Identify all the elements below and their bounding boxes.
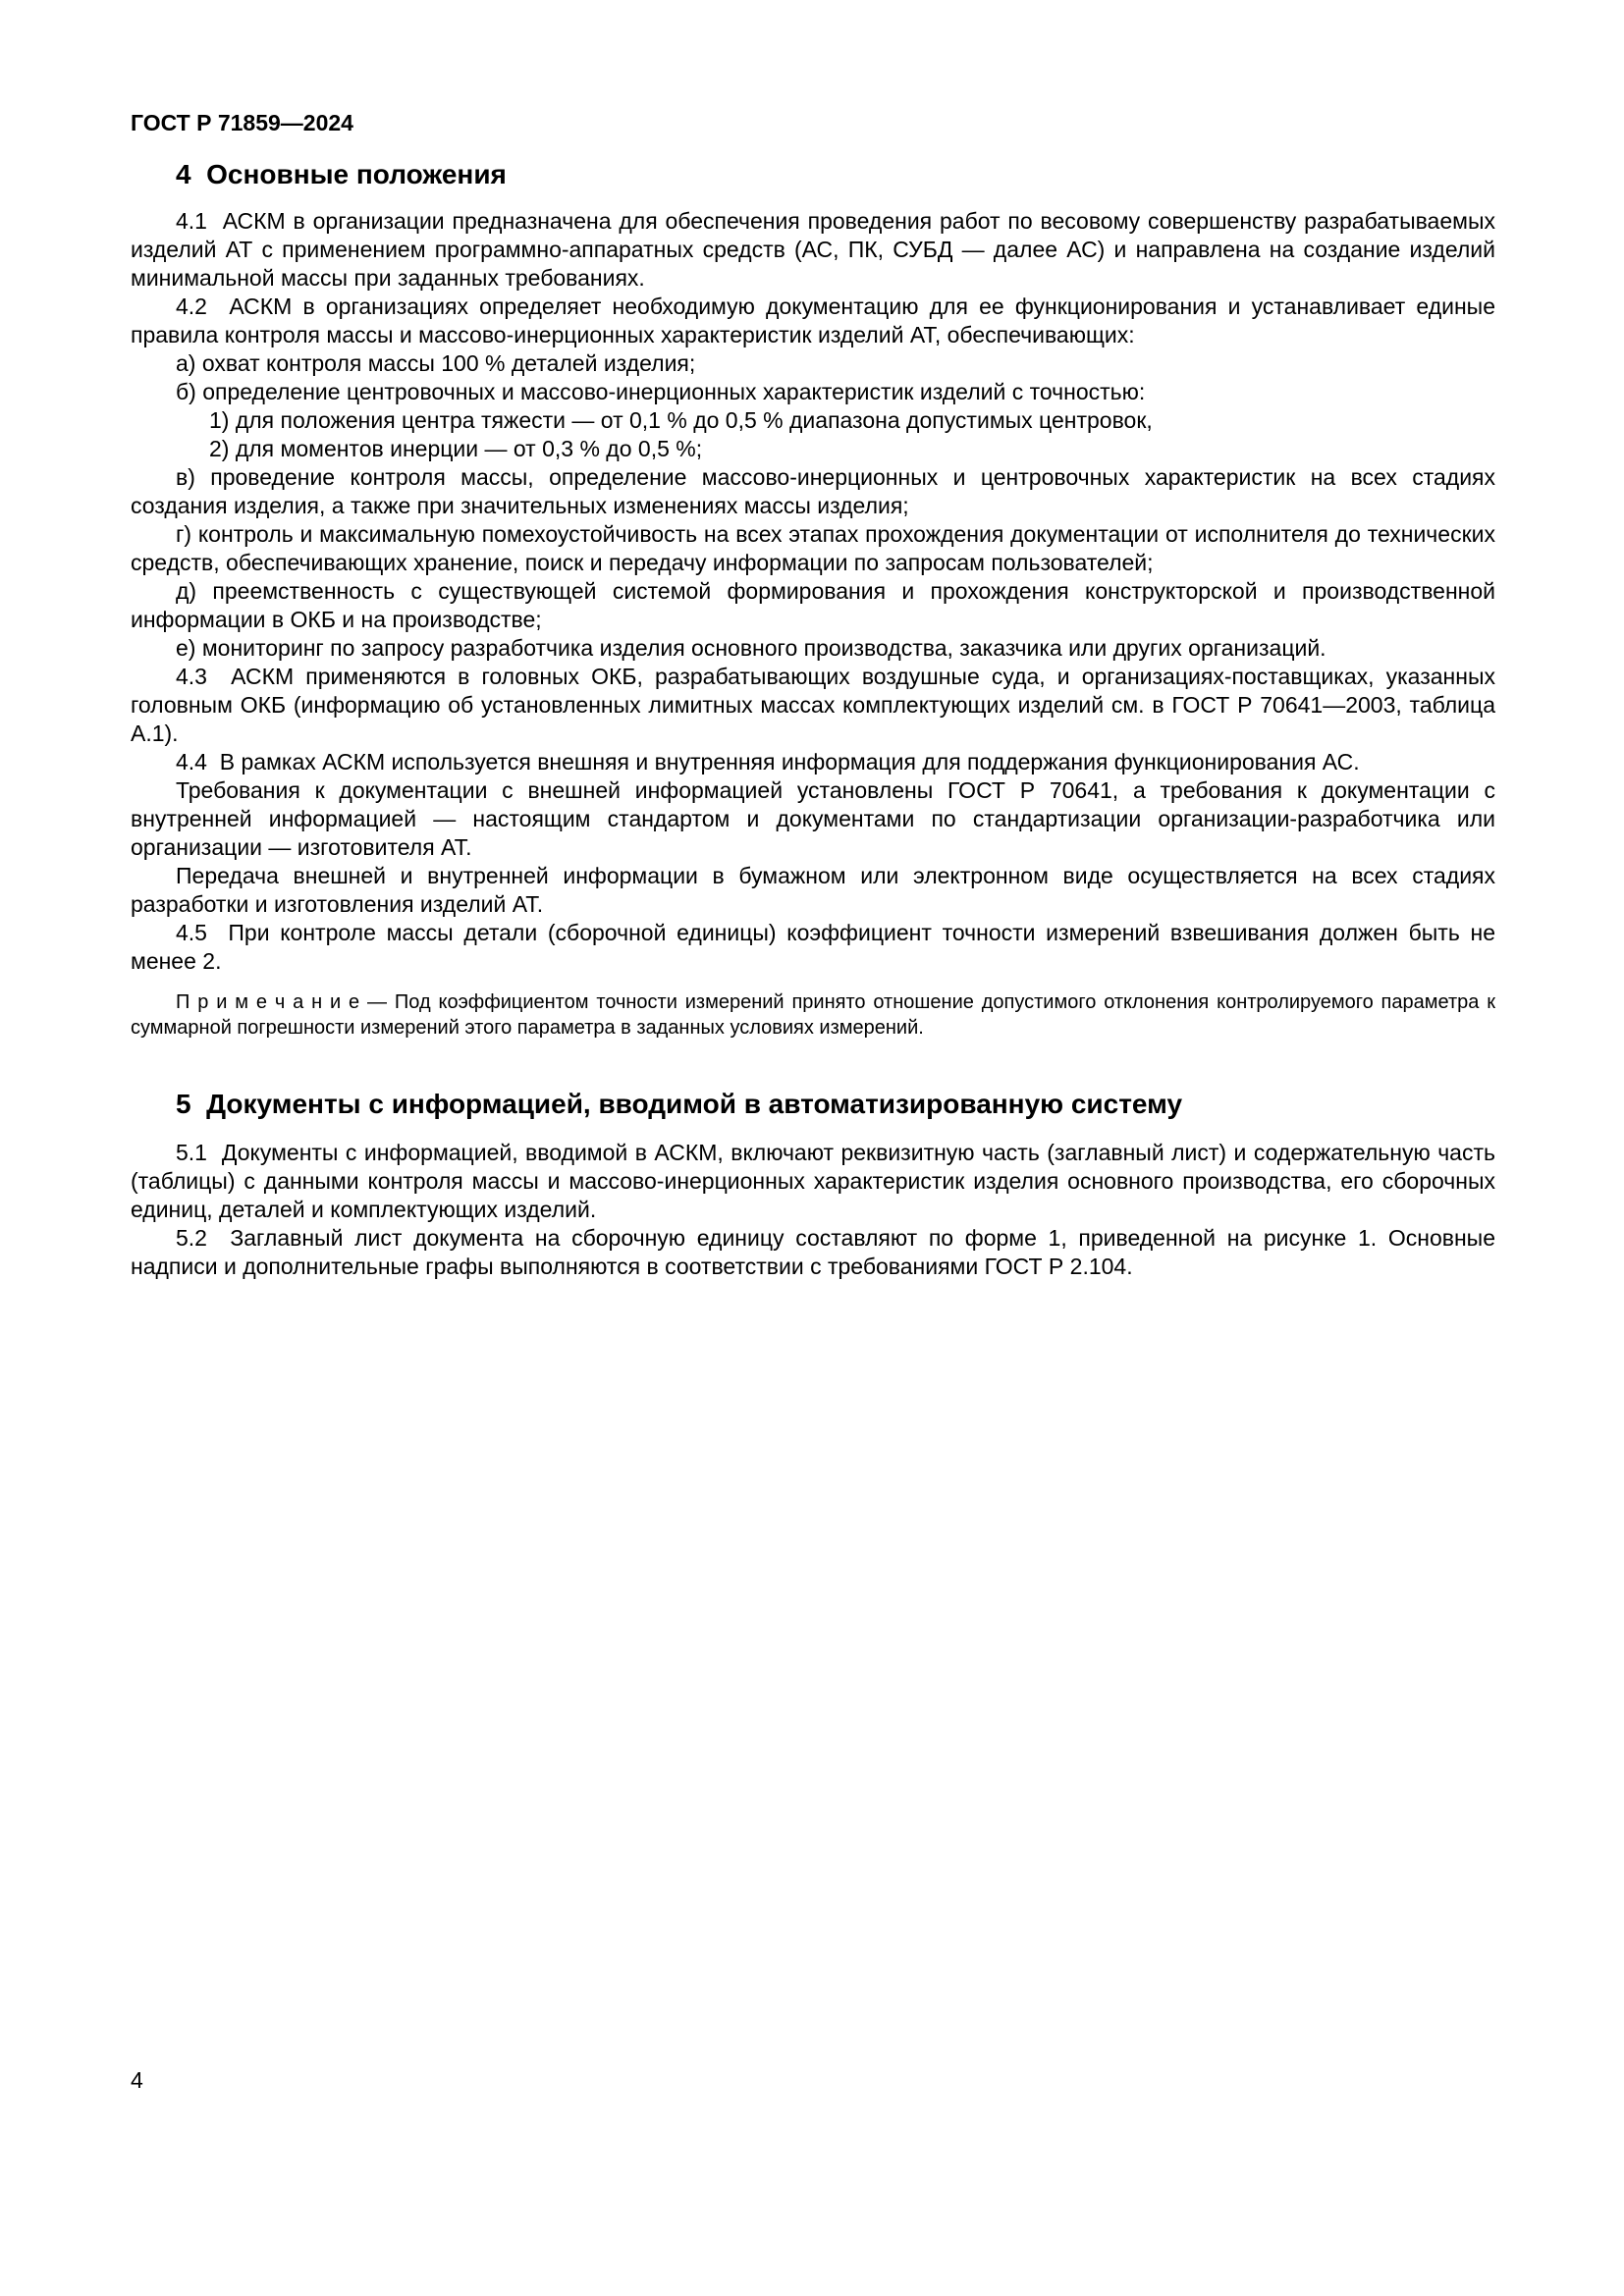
paragraph-4-4-requirements: Требования к документации с внешней информацией установлены ГОСТ Р 70641, а требования к документации с внутренней информацией — настоящим стандартом и документами по стандартизации организации-разработчика или организации — изготовителя АТ. [131, 777, 1495, 860]
section-4-heading: 4 Основные положения [176, 159, 507, 189]
paragraph-4-3: 4.3 АСКМ применяются в головных ОКБ, разрабатывающих воздушные суда, и организациях-поставщиках, указанных головным ОКБ (информацию об установленных лимитных массах комплектующих изделий см. в ГОСТ Р 70641—2003, таблица А.1). [131, 664, 1495, 746]
sub-item-1: 1) для положения центра тяжести — от 0,1 % до 0,5 % диапазона допустимых центровок, [209, 407, 1153, 433]
paragraph-5-2: 5.2 Заглавный лист документа на сборочную единицу составляют по форме 1, приведенной на рисунке 1. Основные надписи и дополнительные графы выполняются в соответствии с требованиями ГОСТ Р 2.104. [131, 1225, 1495, 1279]
list-item-b: б) определение центровочных и массово-инерционных характеристик изделий с точностью: [176, 379, 1146, 404]
list-item-a: а) охват контроля массы 100 % деталей изделия; [176, 350, 696, 376]
section-5-heading: 5 Документы с информацией, вводимой в автоматизированную систему [176, 1089, 1183, 1119]
list-item-d: д) преемственность с существующей системой формирования и прохождения конструкторской и производственной информации в ОКБ и на производстве; [131, 578, 1495, 632]
paragraph-4-4: 4.4 В рамках АСКМ используется внешняя и внутренняя информация для поддержания функционирования АС. [176, 749, 1360, 774]
document-code: ГОСТ Р 71859—2024 [131, 110, 353, 135]
paragraph-4-5: 4.5 При контроле массы детали (сборочной единицы) коэффициент точности измерений взвешивания должен быть не менее 2. [131, 920, 1495, 974]
note-4-5: П р и м е ч а н и е — Под коэффициентом точности измерений принято отношение допустимого отклонения контролируемого параметра к суммарной погрешности измерений этого параметра в заданных условиях измерений. [131, 991, 1495, 1039]
page-number: 4 [131, 2067, 143, 2093]
list-item-g: г) контроль и максимальную помехоустойчивость на всех этапах прохождения документации от исполнителя до технических средств, обеспечивающих хранение, поиск и передачу информации по запросам пользователей; [131, 521, 1495, 575]
sub-item-2: 2) для моментов инерции — от 0,3 % до 0,5 %; [209, 436, 703, 461]
list-item-e: е) мониторинг по запросу разработчика изделия основного производства, заказчика или других организаций. [176, 635, 1326, 661]
paragraph-4-1: 4.1 АСКМ в организации предназначена для обеспечения проведения работ по весовому совершенству разрабатываемых изделий АТ с применением программно-аппаратных средств (АС, ПК, СУБД — далее АС) и направлена на создание изделий минимальной массы при заданных требованиях. [131, 208, 1495, 291]
paragraph-4-2: 4.2 АСКМ в организациях определяет необходимую документацию для ее функционирования и устанавливает единые правила контроля массы и массово-инерционных характеристик изделий АТ, обеспечивающих: [131, 294, 1495, 347]
list-item-v: в) проведение контроля массы, определение массово-инерционных и центровочных характеристик на всех стадиях создания изделия, а также при значительных изменениях массы изделия; [131, 464, 1495, 518]
paragraph-5-1: 5.1 Документы с информацией, вводимой в АСКМ, включают реквизитную часть (заглавный лист) и содержательную часть (таблицы) с данными контроля массы и массово-инерционных характеристик изделия основного производства, его сборочных единиц, деталей и комплектующих изделий. [131, 1140, 1495, 1222]
paragraph-4-4-transfer: Передача внешней и внутренней информации в бумажном или электронном виде осуществляется на всех стадиях разработки и изготовления изделий АТ. [131, 863, 1495, 917]
